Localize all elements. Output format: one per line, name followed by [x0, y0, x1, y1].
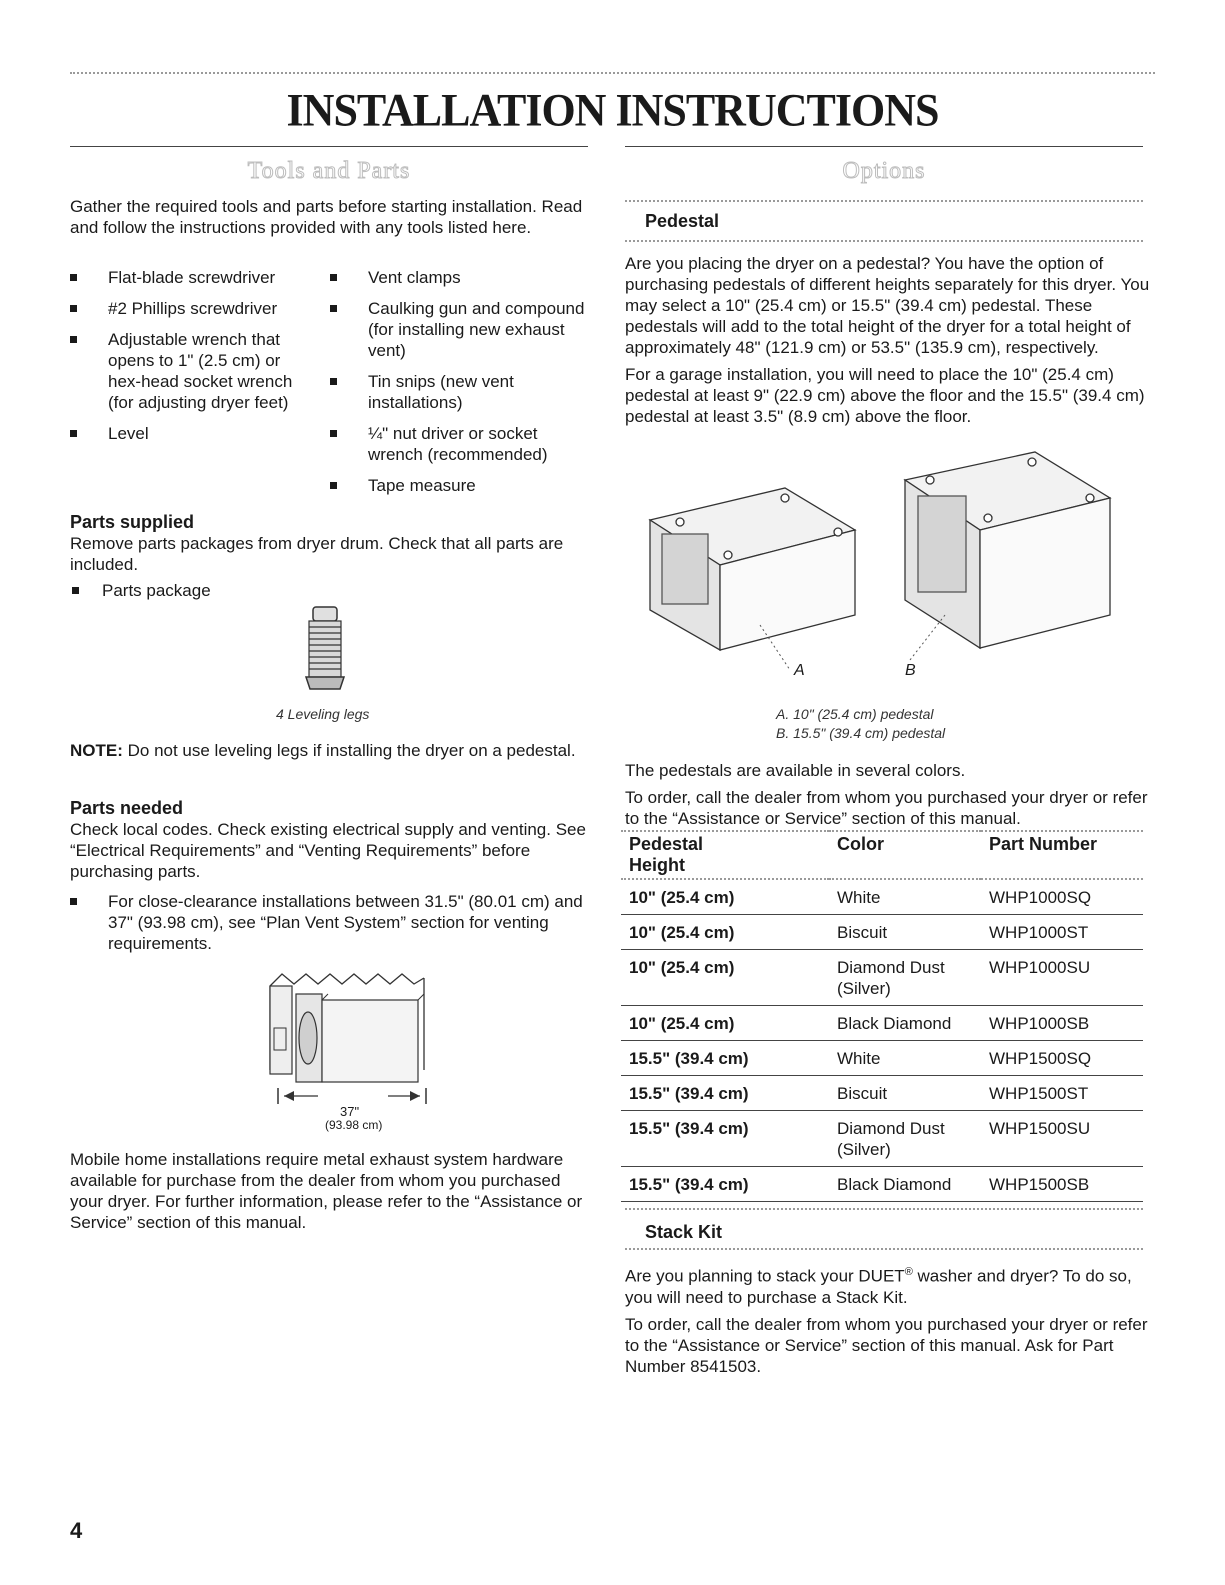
part-number-cell: WHP1500SB [981, 1167, 1143, 1202]
table-row [621, 950, 1143, 1006]
tools-parts-heading: Tools and Parts [247, 158, 411, 184]
pedestal-text [625, 253, 1150, 427]
tool-item: Flat-blade screwdriver [68, 267, 318, 288]
col-color: Color [829, 831, 981, 879]
note-label: NOTE: [70, 741, 123, 760]
part-number-cell: WHP1000SB [981, 1006, 1143, 1041]
stack-kit-subhead: Stack Kit [625, 1208, 1143, 1250]
options-heading: Options [842, 158, 926, 184]
note-text: Do not use leveling legs if installing the dryer on a pedestal. [122, 741, 576, 760]
part-number-cell: WHP1500SU [981, 1111, 1143, 1167]
page-number: 4 [70, 1518, 83, 1543]
color-cell: Black Diamond [829, 1167, 981, 1202]
pedestal-height-cell: 10" (25.4 cm) [621, 879, 829, 915]
left-intro [70, 196, 590, 238]
table-row [621, 1167, 1143, 1202]
bullet-square [330, 482, 337, 489]
tool-item: #2 Phillips screwdriver [68, 298, 318, 319]
table-row [621, 1111, 1143, 1167]
parts-supplied-text: Remove parts packages from dryer drum. Check that all parts are included. [70, 534, 564, 574]
color-cell: Black Diamond [829, 1006, 981, 1041]
bullet-square [330, 378, 337, 385]
table-row [621, 1076, 1143, 1111]
pedestal-p1: Are you placing the dryer on a pedestal? You have the option of purchasing pedestals of different heights separately for this dryer. You may select a 10" (25.4 cm) or 15.5" (39.4 cm) pedestal. These pedestals will add to the total height of the dryer for a total height of approximately 48" (121.9 cm) or 53.5" (135.9 cm), respectively. [625, 254, 1150, 357]
col-part-number: Part Number [981, 831, 1143, 879]
color-cell: Diamond Dust (Silver) [829, 950, 981, 1006]
bullet-square [70, 430, 77, 437]
color-cell: Biscuit [829, 1076, 981, 1111]
order-info: To order, call the dealer from whom you purchased your dryer or refer to the “Assistance or Service” section of this manual. [625, 788, 1148, 828]
mobile-home-text: Mobile home installations require metal exhaust system hardware available for purchase from the dealer from whom you purchased your dryer. For further information, please refer to the “Assistance or Service” section of this manual. [70, 1150, 583, 1232]
pedestal-height-cell: 15.5" (39.4 cm) [621, 1167, 829, 1202]
order-text [625, 760, 1150, 829]
pedestal-subhead: Pedestal [625, 200, 1143, 242]
top-dotted-rule [70, 72, 1155, 74]
parts-needed-heading: Parts needed [70, 798, 184, 818]
pedestal-height-cell: 10" (25.4 cm) [621, 950, 829, 1006]
table-row [621, 1041, 1143, 1076]
part-number-cell: WHP1000SQ [981, 879, 1143, 915]
pedestal-height-cell: 15.5" (39.4 cm) [621, 1076, 829, 1111]
bullet-square [330, 274, 337, 281]
pedestal-height-cell: 15.5" (39.4 cm) [621, 1111, 829, 1167]
parts-package-item: Parts package [70, 580, 590, 601]
pedestal-parts-table [621, 830, 1143, 1202]
color-cell: White [829, 879, 981, 915]
tool-item: Caulking gun and compound (for installing new exhaust vent) [328, 298, 590, 361]
bullet-square [70, 305, 77, 312]
color-cell: Biscuit [829, 915, 981, 950]
dimension-label: 37" [340, 1104, 360, 1119]
intro-text: Gather the required tools and parts before starting installation. Read and follow the instructions provided with any tools listed here. [70, 197, 583, 237]
color-cell: White [829, 1041, 981, 1076]
parts-supplied-heading: Parts supplied [70, 512, 195, 532]
caption-a: A. 10" (25.4 cm) pedestal [776, 706, 934, 722]
bullet-square [70, 274, 77, 281]
left-section-rule [70, 146, 588, 147]
caption-b: B. 15.5" (39.4 cm) pedestal [776, 725, 946, 741]
part-number-cell: WHP1500SQ [981, 1041, 1143, 1076]
pedestal-height-cell: 10" (25.4 cm) [621, 1006, 829, 1041]
note [70, 740, 590, 761]
color-cell: Diamond Dust (Silver) [829, 1111, 981, 1167]
leveling-legs-caption: 4 Leveling legs [276, 706, 370, 722]
pedestal-p2: For a garage installation, you will need to place the 10" (25.4 cm) pedestal at least 9" (22.9 cm) above the floor and the 15.5" (39.4 cm) pedestal at least 3.5" (8.9 cm) above the floor. [625, 365, 1145, 426]
bullet-square [70, 336, 77, 343]
pedestal-height-cell: 10" (25.4 cm) [621, 915, 829, 950]
tools-list-2 [328, 267, 590, 506]
close-clearance-item: For close-clearance installations between 31.5" (80.01 cm) and 37" (93.98 cm), see “Plan Vent System” section for venting requirements. [68, 891, 590, 954]
part-number-cell: WHP1000SU [981, 950, 1143, 1006]
tools-list-1 [68, 267, 318, 454]
bullet-square [330, 305, 337, 312]
label-b: B [905, 662, 916, 679]
tool-item: Tin snips (new vent installations) [328, 371, 590, 413]
page-title: INSTALLATION INSTRUCTIONS [286, 84, 939, 137]
colors-text: The pedestals are available in several colors. [625, 761, 966, 780]
tool-item: Adjustable wrench that opens to 1" (2.5 cm) or hex-head socket wrench (for adjusting dryer feet) [68, 329, 318, 413]
label-a: A [794, 662, 805, 679]
tool-item: Level [68, 423, 318, 444]
stack-p1: Are you planning to stack your DUET® washer and dryer? To do so, you will need to purchase a Stack Kit. [625, 1266, 1132, 1307]
leveling-leg-illustration [300, 605, 350, 695]
table-header-row [621, 831, 1143, 879]
col-pedestal-height: Pedestal Height [621, 831, 829, 879]
parts-supplied [70, 512, 590, 611]
dimension-metric: (93.98 cm) [325, 1118, 383, 1132]
tool-item: Vent clamps [328, 267, 590, 288]
bullet-square [330, 430, 337, 437]
stack-p2: To order, call the dealer from whom you purchased your dryer or refer to the “Assistance or Service” section of this manual. Ask for Part Number 8541503. [625, 1314, 1148, 1376]
pedestals-illustration [640, 450, 1130, 685]
part-number-cell: WHP1500ST [981, 1076, 1143, 1111]
tool-item: ¼" nut driver or socket wrench (recommended) [328, 423, 590, 465]
closet-installation-illustration [262, 972, 437, 1107]
table-row [621, 1006, 1143, 1041]
table-row [621, 915, 1143, 950]
parts-needed-text: Check local codes. Check existing electrical supply and venting. See “Electrical Requirements” and “Venting Requirements” before purchasing parts. [70, 820, 586, 881]
right-section-rule [625, 146, 1143, 147]
part-number-cell: WHP1000ST [981, 915, 1143, 950]
parts-needed [70, 798, 590, 964]
tool-item: Tape measure [328, 475, 590, 496]
table-row [621, 879, 1143, 915]
pedestal-height-cell: 15.5" (39.4 cm) [621, 1041, 829, 1076]
stack-kit-text [625, 1262, 1150, 1377]
